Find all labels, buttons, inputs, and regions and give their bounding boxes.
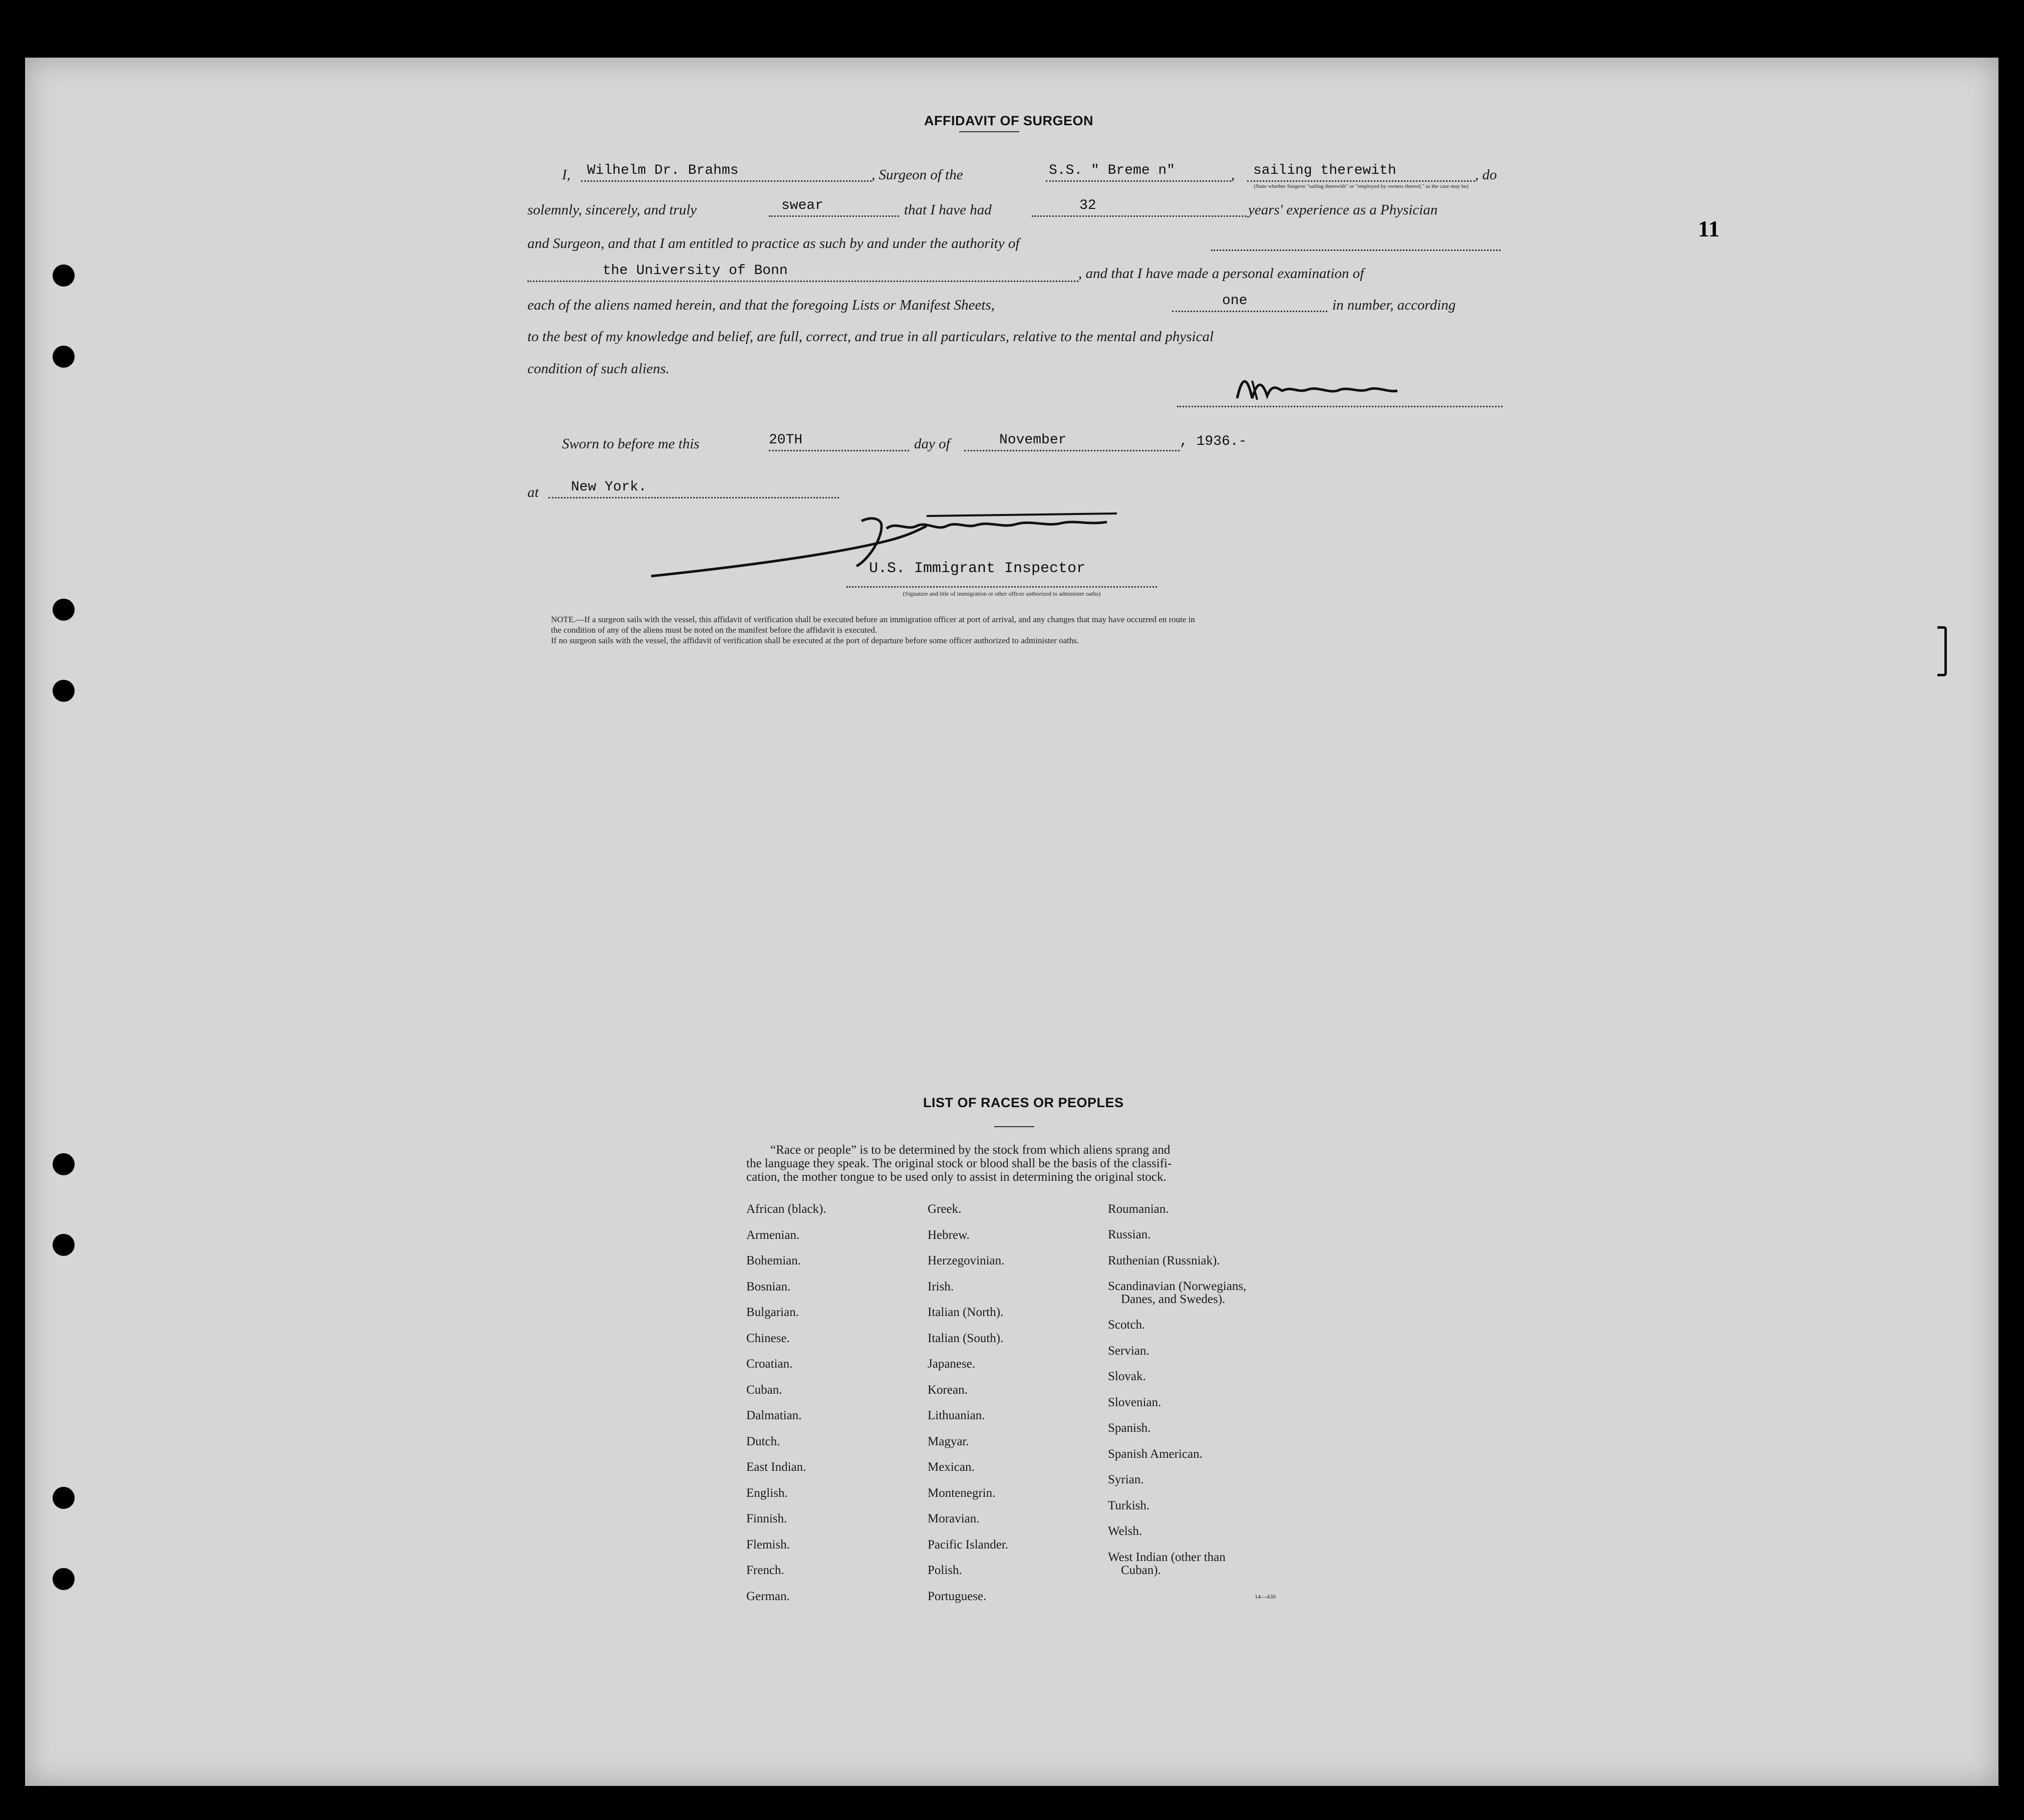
- note-line: the condition of any of the aliens must be noted on the manifest before the affidavit is executed.: [551, 625, 878, 635]
- race-item: Magyar.: [928, 1435, 969, 1448]
- page-number: 11: [1698, 216, 1720, 241]
- sworn-day-field: [769, 430, 909, 451]
- race-item: French.: [746, 1564, 784, 1577]
- punch-hole: [53, 265, 75, 287]
- race-item: Portuguese.: [928, 1590, 987, 1603]
- race-item: Moravian.: [928, 1512, 980, 1525]
- race-item: Greek.: [928, 1202, 962, 1216]
- sailing-status: sailing therewith: [1253, 163, 1396, 178]
- note-line: NOTE.—If a surgeon sails with the vessel, this affidavit of verification shall be executed before an immigration officer at port of arrival, and any changes that may have occurred en route in: [551, 615, 1195, 624]
- race-item: Mexican.: [928, 1460, 975, 1474]
- race-item: Scotch.: [1108, 1318, 1145, 1332]
- race-item: Italian (North).: [928, 1306, 1004, 1319]
- race-item: Bulgarian.: [746, 1306, 799, 1319]
- line5-prefix: each of the aliens named herein, and that the foregoing Lists or Manifest Sheets,: [527, 297, 995, 313]
- authority-field-top: [1211, 229, 1501, 251]
- line2-prefix: solemnly, sincerely, and truly: [527, 202, 697, 218]
- surgeon-signature: [1177, 371, 1503, 407]
- punch-hole: [53, 1153, 75, 1175]
- race-item: Polish.: [928, 1564, 962, 1577]
- race-item: English.: [746, 1486, 788, 1500]
- sheets-count: one: [1222, 293, 1248, 309]
- officer-line: [846, 586, 1157, 588]
- affidavit-note: [551, 614, 1503, 646]
- punch-hole: [53, 680, 75, 702]
- line7-text: condition of such aliens.: [527, 361, 670, 377]
- race-item: German.: [746, 1590, 790, 1603]
- examination-text: , and that I have made a personal examination of: [1078, 266, 1364, 282]
- line6-text: to the best of my knowledge and belief, are full, correct, and true in all particulars, relative to the mental and physical: [527, 329, 1214, 345]
- punch-hole: [53, 1234, 75, 1256]
- race-item: Armenian.: [746, 1228, 800, 1242]
- race-item: Flemish.: [746, 1538, 790, 1551]
- races-intro: [746, 1143, 1290, 1184]
- race-item: Bosnian.: [746, 1280, 791, 1293]
- punch-hole: [53, 1487, 75, 1509]
- at-text: at: [527, 484, 539, 500]
- race-item: Montenegrin.: [928, 1486, 996, 1500]
- race-item: Chinese.: [746, 1332, 790, 1345]
- race-item: Irish.: [928, 1280, 954, 1293]
- race-item: Russian.: [1108, 1228, 1151, 1241]
- punch-hole: [53, 599, 75, 621]
- race-item: West Indian (other than: [1108, 1550, 1226, 1564]
- officer-caption: (Signature and title of immigration or other officer authorized to administer oaths): [903, 590, 1101, 597]
- race-item: Ruthenian (Russniak).: [1108, 1254, 1220, 1267]
- race-item: Lithuanian.: [928, 1409, 985, 1422]
- years-text: years' experience as a Physician: [1248, 202, 1438, 218]
- race-item: Korean.: [928, 1383, 968, 1397]
- race-item: Pacific Islander.: [928, 1538, 1009, 1551]
- authority-value: the University of Bonn: [603, 263, 788, 279]
- had-text: that I have had: [904, 202, 992, 218]
- races-title: LIST OF RACES OR PEOPLES: [923, 1095, 1124, 1110]
- race-item: Syrian.: [1108, 1473, 1144, 1486]
- intro-line: “Race or people” is to be determined by the stock from which aliens sprang and: [770, 1143, 1171, 1157]
- oath-field: [769, 195, 899, 217]
- line3-text: and Surgeon, and that I am entitled to practice as such by and under the authority of: [527, 235, 1020, 251]
- note-line: If no surgeon sails with the vessel, the affidavit of verification shall be executed at the port of departure before some officer authorized to administer oaths.: [551, 636, 1079, 645]
- sworn-year: , 1936.-: [1180, 434, 1247, 449]
- number-text: in number, according: [1332, 297, 1456, 313]
- race-item: Hebrew.: [928, 1228, 970, 1242]
- race-item: Croatian.: [746, 1357, 793, 1371]
- line1-prefix: I,: [562, 167, 570, 183]
- race-item: Japanese.: [928, 1357, 976, 1371]
- race-item: East Indian.: [746, 1460, 806, 1474]
- race-item: Danes, and Swedes).: [1121, 1292, 1226, 1306]
- surgeon-of-text: , Surgeon of the: [872, 167, 963, 183]
- sworn-prefix: Sworn to before me this: [562, 436, 700, 452]
- race-item: Scandinavian (Norwegians,: [1108, 1279, 1247, 1293]
- race-item: Dutch.: [746, 1435, 780, 1448]
- race-item: Servian.: [1108, 1344, 1149, 1358]
- race-item: Finnish.: [746, 1512, 787, 1525]
- form-number: 14—430: [1255, 1593, 1276, 1600]
- manifest-page: [25, 58, 1998, 1786]
- punch-hole: [53, 1568, 75, 1590]
- day-of-text: day of: [914, 436, 950, 452]
- race-item: Cuban).: [1121, 1564, 1161, 1577]
- sailing-note: (State whether Surgeon "sailing therewith" or "employed by owners thereof," as the case may be): [1254, 183, 1469, 189]
- race-item: Spanish American.: [1108, 1447, 1203, 1461]
- race-item: Welsh.: [1108, 1524, 1142, 1538]
- punch-hole: [53, 346, 75, 368]
- sworn-day: 20TH: [769, 432, 803, 448]
- surgeon-name-field: [581, 160, 872, 182]
- intro-line: the language they speak. The original stock or blood shall be the basis of the classifi-: [746, 1157, 1172, 1170]
- race-item: Slovenian.: [1108, 1396, 1162, 1409]
- race-item: Roumanian.: [1108, 1202, 1169, 1216]
- sworn-place-field: [548, 477, 839, 498]
- sailing-field: [1247, 160, 1475, 182]
- race-item: Turkish.: [1108, 1499, 1150, 1512]
- sworn-month-field: [964, 430, 1180, 451]
- race-item: Cuban.: [746, 1383, 782, 1397]
- race-item: Dalmatian.: [746, 1409, 802, 1422]
- race-item: African (black).: [746, 1202, 826, 1216]
- race-item: Bohemian.: [746, 1254, 801, 1267]
- do-text: , do: [1475, 167, 1497, 183]
- vessel-field: [1046, 160, 1231, 182]
- affidavit-title: AFFIDAVIT OF SURGEON: [924, 113, 1093, 128]
- vessel-name: S.S. " Breme n": [1049, 163, 1176, 178]
- years-field: [1032, 195, 1246, 217]
- race-item: Herzegovinian.: [928, 1254, 1005, 1267]
- sworn-place: New York.: [571, 479, 647, 495]
- clip-mark: [1937, 626, 1947, 676]
- intro-line: cation, the mother tongue to be used only to assist in determining the original stock.: [746, 1170, 1167, 1184]
- races-title-rule: [994, 1126, 1034, 1127]
- race-item: Spanish.: [1108, 1421, 1151, 1435]
- race-item: Italian (South).: [928, 1332, 1004, 1345]
- authority-field: [527, 261, 1078, 282]
- sworn-month: November: [999, 432, 1067, 448]
- years-value: 32: [1079, 198, 1096, 213]
- sheets-field: [1172, 291, 1327, 312]
- surgeon-name: Wilhelm Dr. Brahms: [587, 163, 739, 178]
- race-item: Slovak.: [1108, 1370, 1146, 1383]
- officer-title: U.S. Immigrant Inspector: [869, 560, 1086, 577]
- oath-word: swear: [781, 198, 824, 213]
- title-rule: [959, 131, 1019, 132]
